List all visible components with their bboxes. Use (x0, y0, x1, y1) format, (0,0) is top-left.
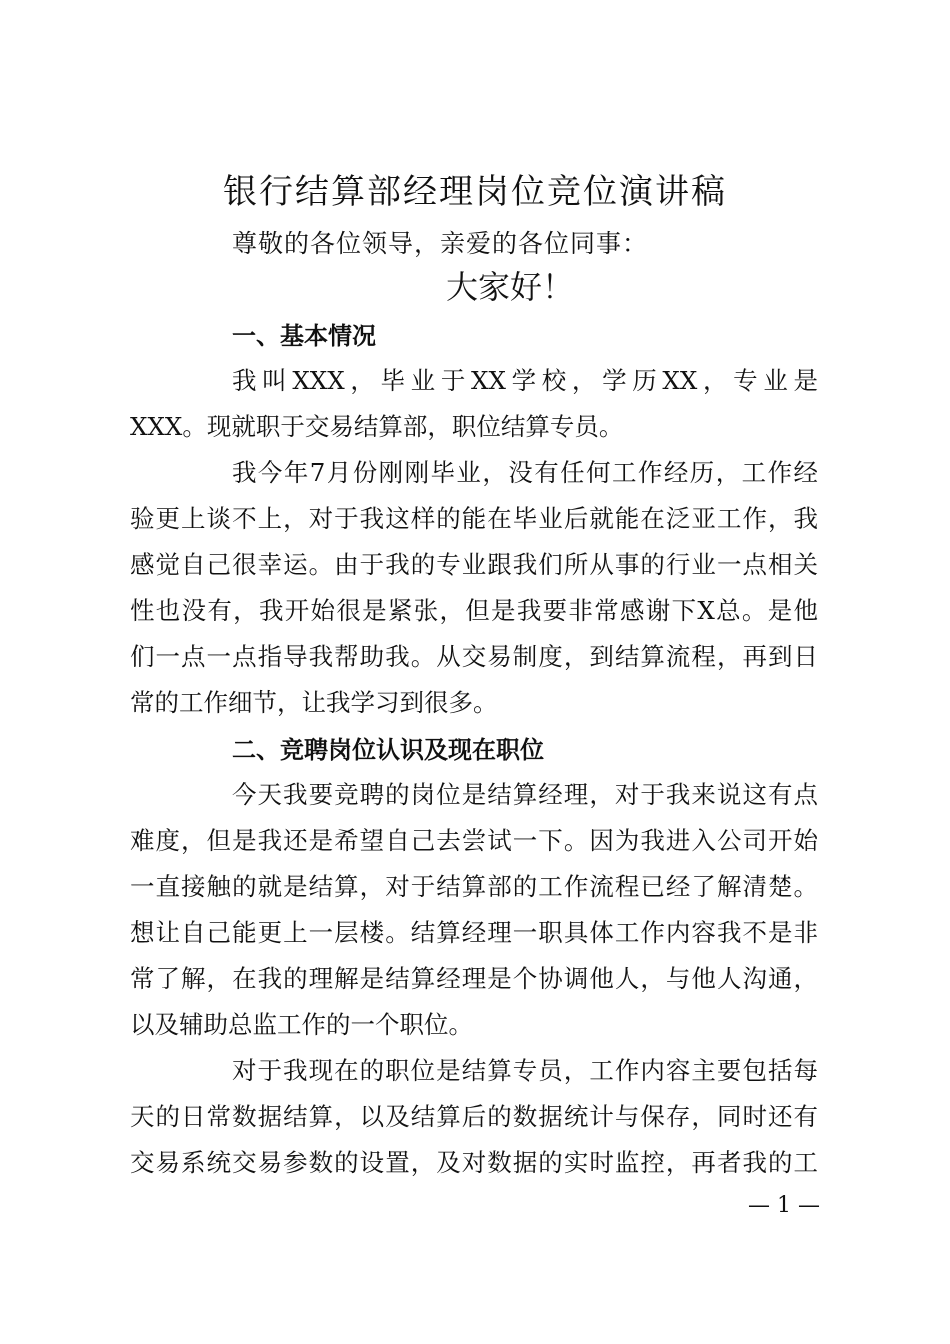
paragraph-line: 性也没有，我开始很是紧张，但是我要非常感谢下X总。是他 (130, 596, 818, 625)
paragraph-line: 们一点一点指导我帮助我。从交易制度，到结算流程，再到日 (130, 642, 818, 671)
paragraph-line: XXX。现就职于交易结算部，职位结算专员。 (130, 412, 624, 441)
page-number: — 1 — (748, 1193, 820, 1218)
paragraph-position-understanding (130, 772, 818, 1048)
paragraph-line: 以及辅助总监工作的一个职位。 (130, 1010, 473, 1039)
paragraph-line: 想让自己能更上一层楼。结算经理一职具体工作内容我不是非 (130, 918, 818, 947)
paragraph-current-role (130, 1048, 818, 1186)
paragraph-line: 常了解，在我的理解是结算经理是个协调他人，与他人沟通， (130, 964, 818, 993)
paragraph-line: 我叫XXX，毕业于XX学校，学历XX，专业是 (232, 366, 818, 395)
paragraph-self-intro (130, 358, 818, 450)
paragraph-line: 我今年7月份刚刚毕业，没有任何工作经历，工作经 (232, 458, 818, 487)
section-heading-position: 二、竞聘岗位认识及现在职位 (232, 736, 544, 764)
paragraph-line: 验更上谈不上，对于我这样的能在毕业后就能在泛亚工作，我 (130, 504, 818, 533)
paragraph-line: 难度，但是我还是希望自己去尝试一下。因为我进入公司开始 (130, 826, 818, 855)
greeting: 大家好！ (445, 268, 574, 306)
paragraph-line: 感觉自己很幸运。由于我的专业跟我们所从事的行业一点相关 (130, 550, 818, 579)
paragraph-experience (130, 450, 818, 726)
paragraph-line: 对于我现在的职位是结算专员，工作内容主要包括每 (232, 1056, 818, 1085)
paragraph-line: 天的日常数据结算，以及结算后的数据统计与保存，同时还有 (130, 1102, 818, 1131)
paragraph-line: 交易系统交易参数的设置，及对数据的实时监控，再者我的工 (130, 1148, 818, 1177)
salutation: 尊敬的各位领导，亲爱的各位同事： (232, 229, 649, 258)
paragraph-line: 今天我要竞聘的岗位是结算经理，对于我来说这有点 (232, 780, 818, 809)
paragraph-line: 常的工作细节，让我学习到很多。 (130, 688, 498, 717)
section-heading-basic-info: 一、基本情况 (232, 322, 376, 350)
document-title: 银行结算部经理岗位竞位演讲稿 (223, 172, 727, 212)
paragraph-line: 一直接触的就是结算，对于结算部的工作流程已经了解清楚。 (130, 872, 818, 901)
